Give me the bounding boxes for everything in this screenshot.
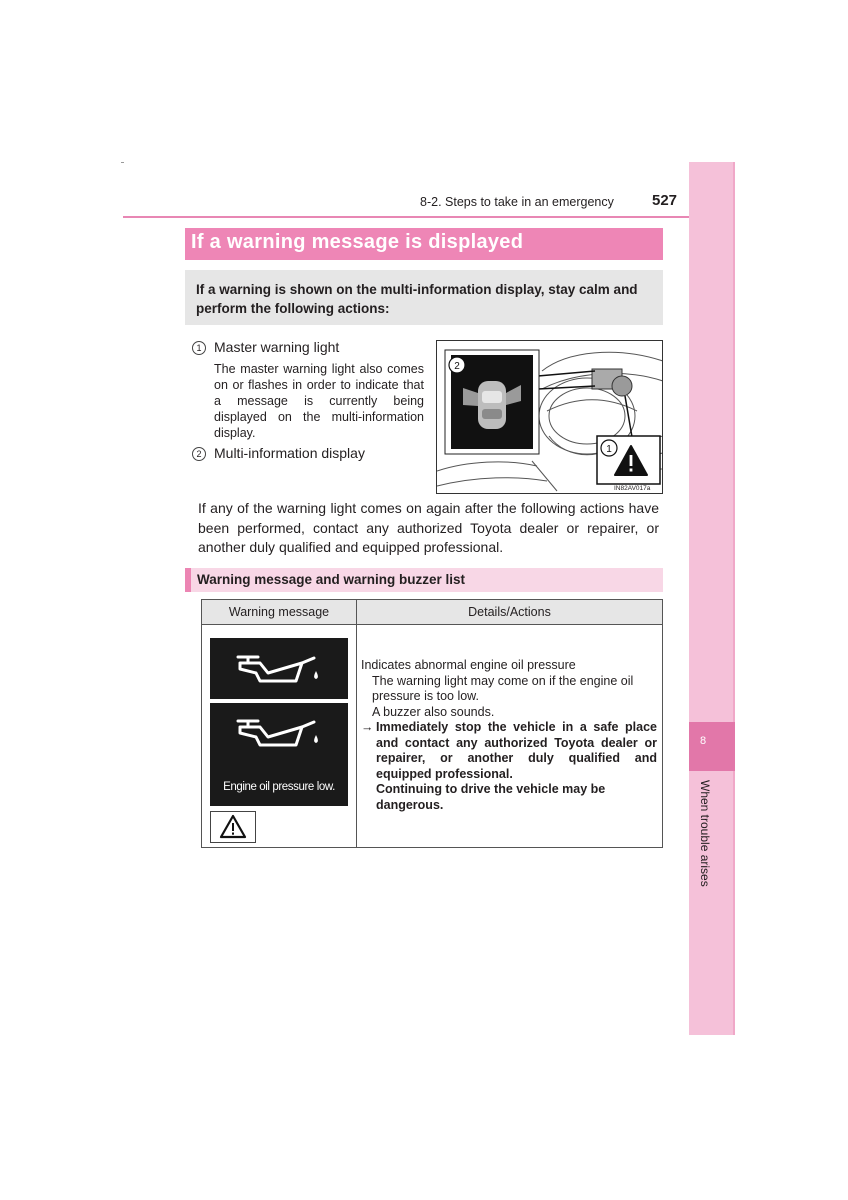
- oil-pressure-indicator: [210, 638, 348, 699]
- details-action-1-text: Immediately stop the vehicle in a safe place and contact any authorized Toyota dealer or repairer, or another duly qualified and equipped professional.: [376, 720, 657, 781]
- page-number: 527: [652, 192, 678, 209]
- section-heading: [185, 568, 663, 592]
- table-column-divider: [356, 600, 357, 847]
- details-line-1: Indicates abnormal engine oil pressure: [361, 658, 576, 672]
- item-1-label: Master warning light: [214, 339, 340, 355]
- warning-triangle-icon: [211, 812, 255, 842]
- details-line-2: The warning light may come on if the engine oil pressure is too low.: [372, 673, 634, 703]
- oil-can-icon: [210, 638, 348, 699]
- display-message-text: Engine oil pressure low.: [223, 781, 335, 793]
- chapter-tab[interactable]: [689, 722, 735, 771]
- page-title: If a warning message is displayed: [191, 231, 524, 253]
- callout-2-label: 2: [454, 361, 460, 372]
- side-tab-edge: [733, 162, 735, 1035]
- master-warning-symbol: [210, 811, 256, 843]
- warning-table: [201, 599, 663, 848]
- item-1-number: 1: [192, 341, 206, 355]
- oil-can-icon: [210, 703, 348, 763]
- header-section-title: 8-2. Steps to take in an emergency: [420, 195, 614, 209]
- header-mark: [121, 162, 124, 163]
- chapter-number: 8: [700, 735, 707, 747]
- details-action-2: Continuing to drive the vehicle may be dangerous.: [376, 782, 606, 812]
- section-heading-text: Warning message and warning buzzer list: [197, 572, 466, 587]
- intro-box: [185, 270, 663, 325]
- side-tab: [689, 162, 735, 1035]
- column-header-details: Details/Actions: [468, 605, 551, 619]
- item-2-label: Multi-information display: [214, 445, 365, 461]
- arrow-icon: →: [361, 720, 374, 734]
- item-1-description: The master warning light also comes on or flashes in order to indicate that a message is currently being displayed on the multi-information display.: [214, 362, 424, 440]
- table-header-row: [202, 600, 662, 625]
- chapter-title: When trouble arises: [698, 780, 712, 887]
- oil-pressure-message-display: [210, 703, 348, 806]
- details-cell: [361, 658, 657, 813]
- details-action-1: [361, 720, 657, 782]
- illustration-code: IN82AV017a: [614, 485, 651, 492]
- item-2-number: 2: [192, 447, 206, 461]
- dashboard-drawing: [437, 341, 663, 494]
- column-header-warning-message: Warning message: [228, 605, 330, 619]
- intro-text: If a warning is shown on the multi-information display, stay calm and perform the following actions:: [196, 282, 638, 316]
- body-paragraph: If any of the warning light comes on again after the following actions have been performed, contact any authorized Toyota dealer or repairer, or another duly qualified and equipped professional.: [198, 500, 659, 555]
- header-rule: [123, 216, 735, 218]
- dashboard-illustration: [436, 340, 663, 494]
- section-heading-bar: [185, 568, 191, 592]
- callout-1-label: 1: [606, 444, 612, 455]
- details-line-3: A buzzer also sounds.: [372, 704, 495, 719]
- title-banner: [185, 228, 663, 260]
